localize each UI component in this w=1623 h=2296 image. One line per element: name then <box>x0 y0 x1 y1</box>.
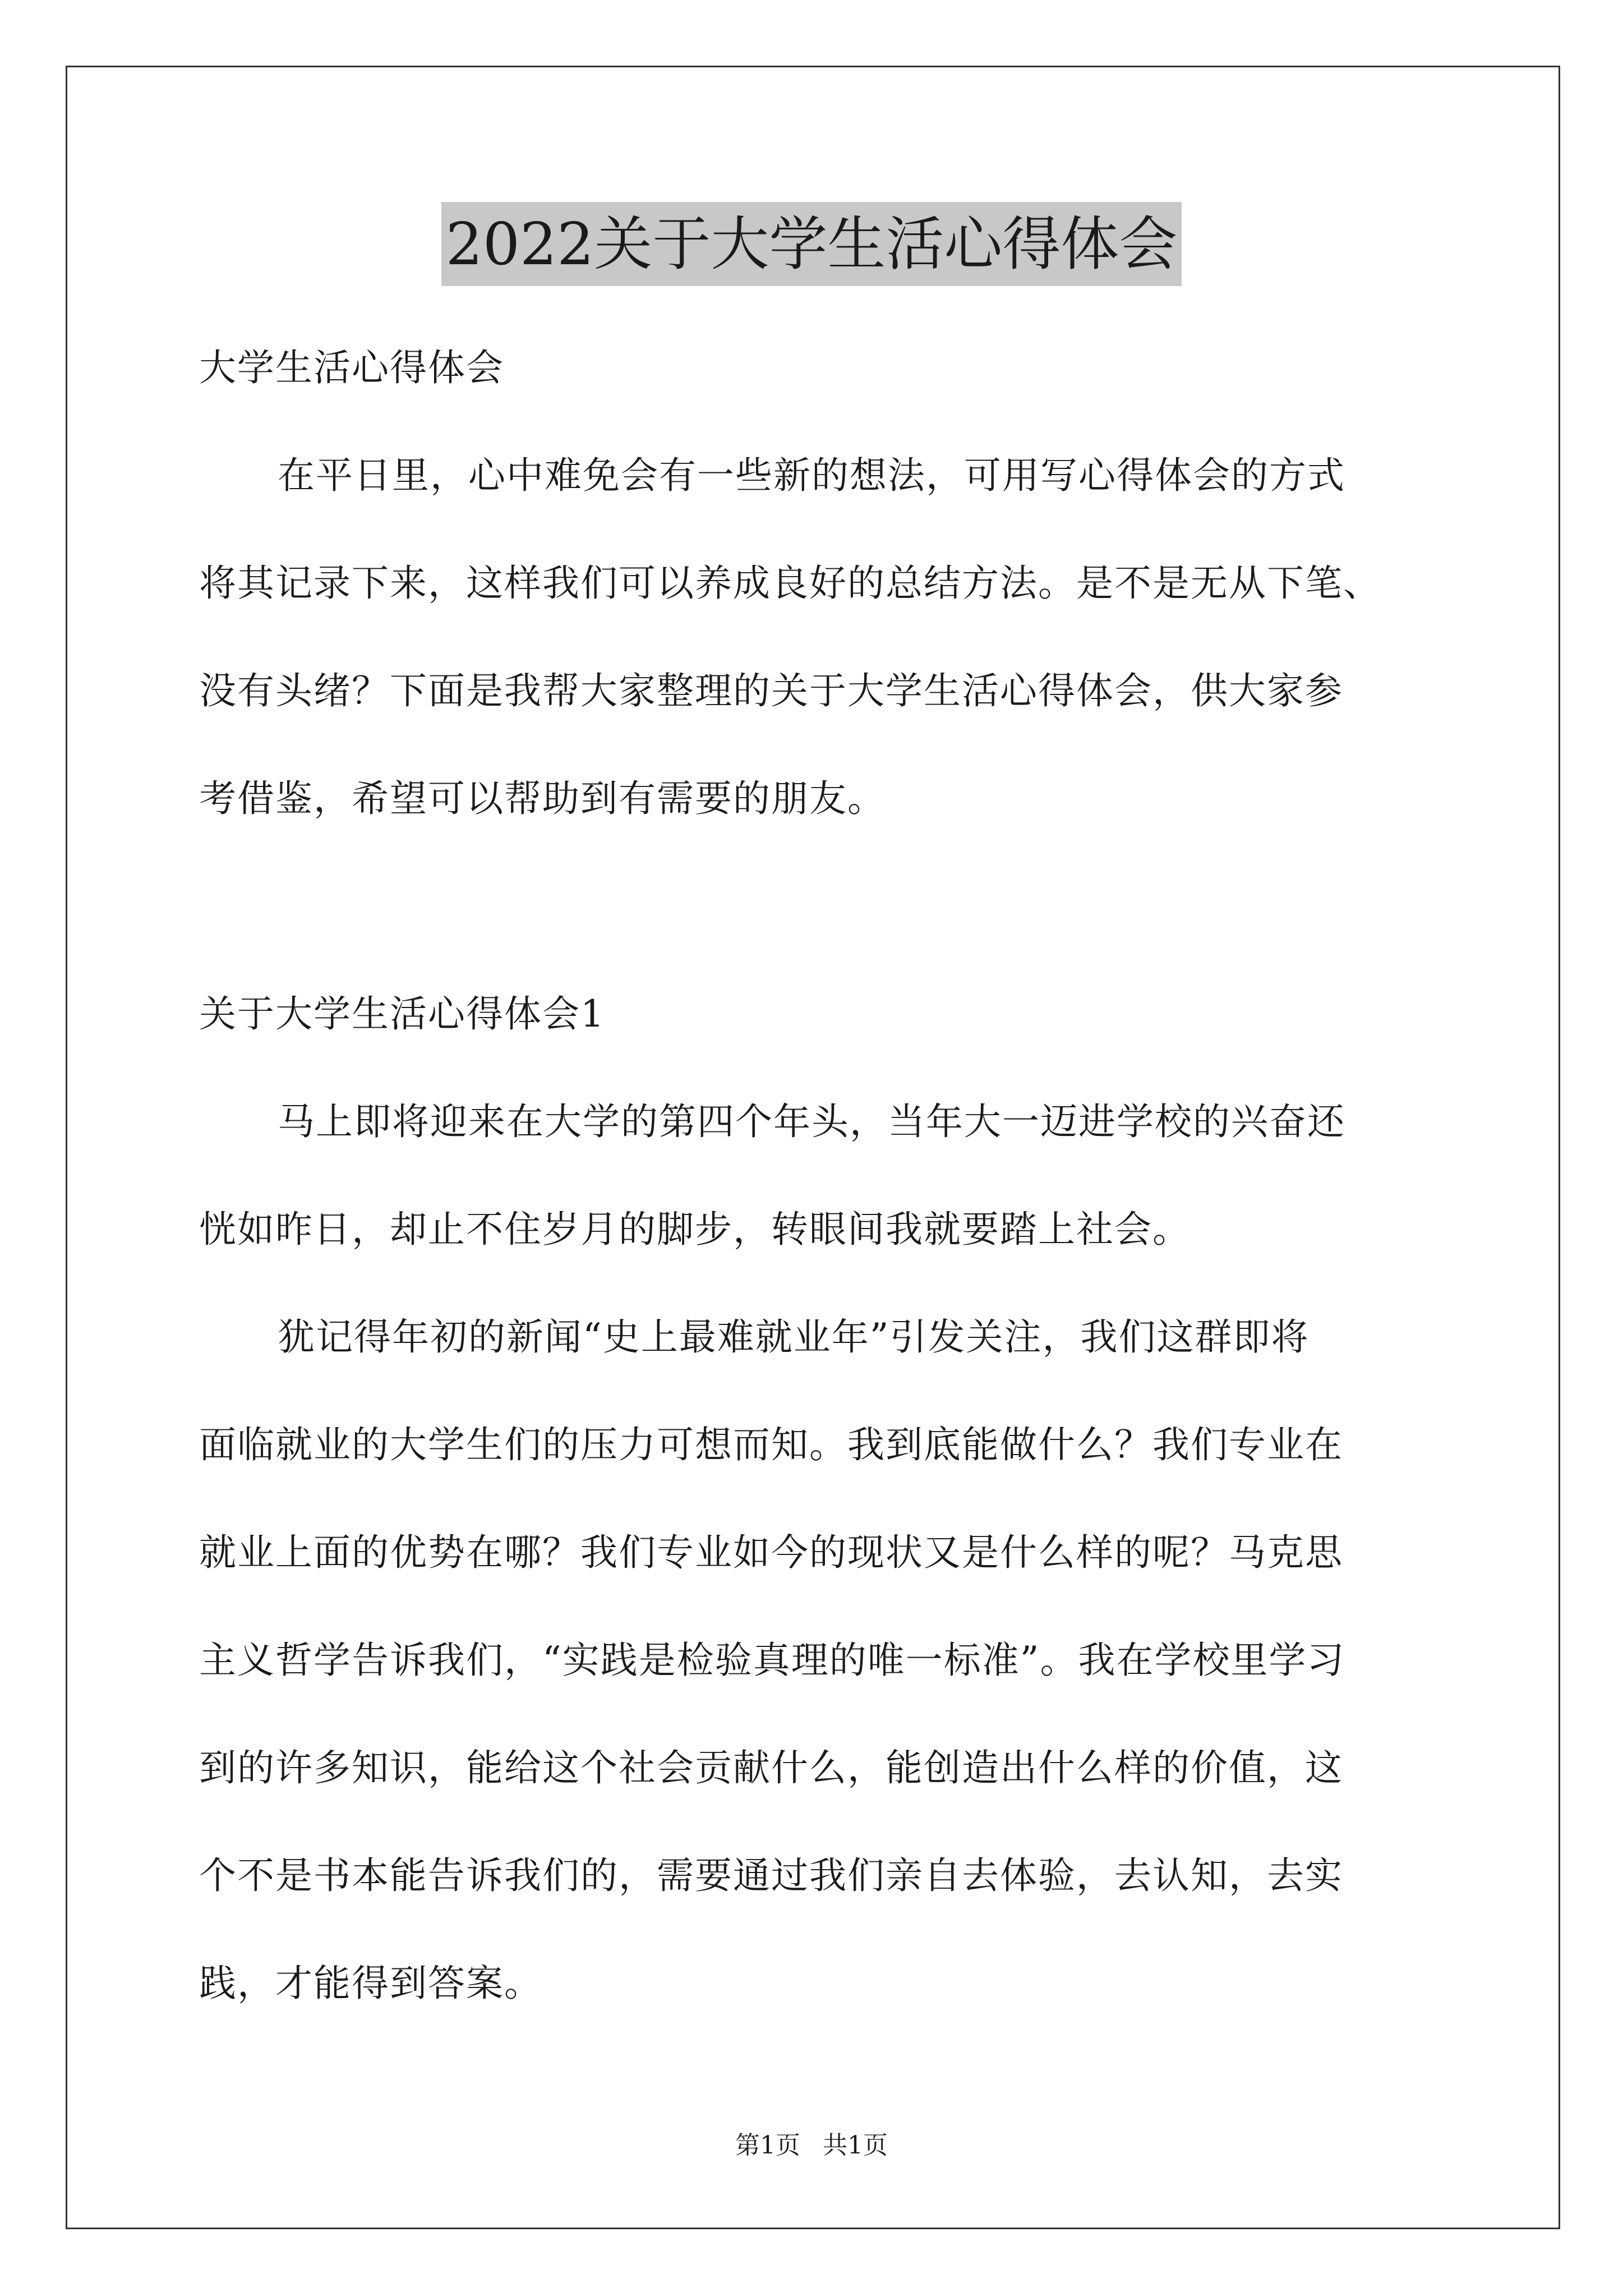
paragraph-line: 面临就业的大学生们的压力可想而知。我到底能做什么？我们专业在 <box>199 1423 1343 1466</box>
page-footer <box>0 2129 1623 2162</box>
document-title: 2022关于大学生活心得体会 <box>441 202 1182 286</box>
section-heading: 大学生活心得体会 <box>199 346 504 389</box>
paragraph-line: 马上即将迎来在大学的第四个年头，当年大一迈进学校的兴奋还 <box>278 1100 1345 1143</box>
paragraph-line: 恍如昨日，却止不住岁月的脚步，转眼间我就要踏上社会。 <box>199 1208 1191 1251</box>
paragraph-line: 就业上面的优势在哪？我们专业如今的现状又是什么样的呢？马克思 <box>199 1531 1343 1574</box>
title-container <box>0 202 1623 286</box>
blank-line <box>199 853 1467 960</box>
paragraph-line: 将其记录下来，这样我们可以养成良好的总结方法。是不是无从下笔、 <box>199 562 1381 605</box>
paragraph-line: 主义哲学告诉我们，“实践是检验真理的唯一标准”。我在学校里学习 <box>199 1639 1345 1682</box>
page-number-current: 第1页 <box>735 2131 800 2160</box>
document-body <box>199 314 1467 2037</box>
section-heading: 关于大学生活心得体会1 <box>199 992 605 1036</box>
paragraph-line: 个不是书本能告诉我们的，需要通过我们亲自去体验，去认知，去实 <box>199 1854 1343 1897</box>
paragraph-line: 没有头绪？下面是我帮大家整理的关于大学生活心得体会，供大家参 <box>199 669 1343 712</box>
paragraph-line: 在平日里，心中难免会有一些新的想法，可用写心得体会的方式 <box>278 454 1345 497</box>
page-number-total: 共1页 <box>823 2131 888 2160</box>
paragraph-line: 践，才能得到答案。 <box>199 1962 542 2005</box>
paragraph-line: 到的许多知识，能给这个社会贡献什么，能创造出什么样的价值，这 <box>199 1746 1343 1789</box>
paragraph-line: 犹记得年初的新闻“史上最难就业年”引发关注，我们这群即将 <box>278 1315 1310 1359</box>
paragraph-line: 考借鉴，希望可以帮助到有需要的朋友。 <box>199 777 886 820</box>
